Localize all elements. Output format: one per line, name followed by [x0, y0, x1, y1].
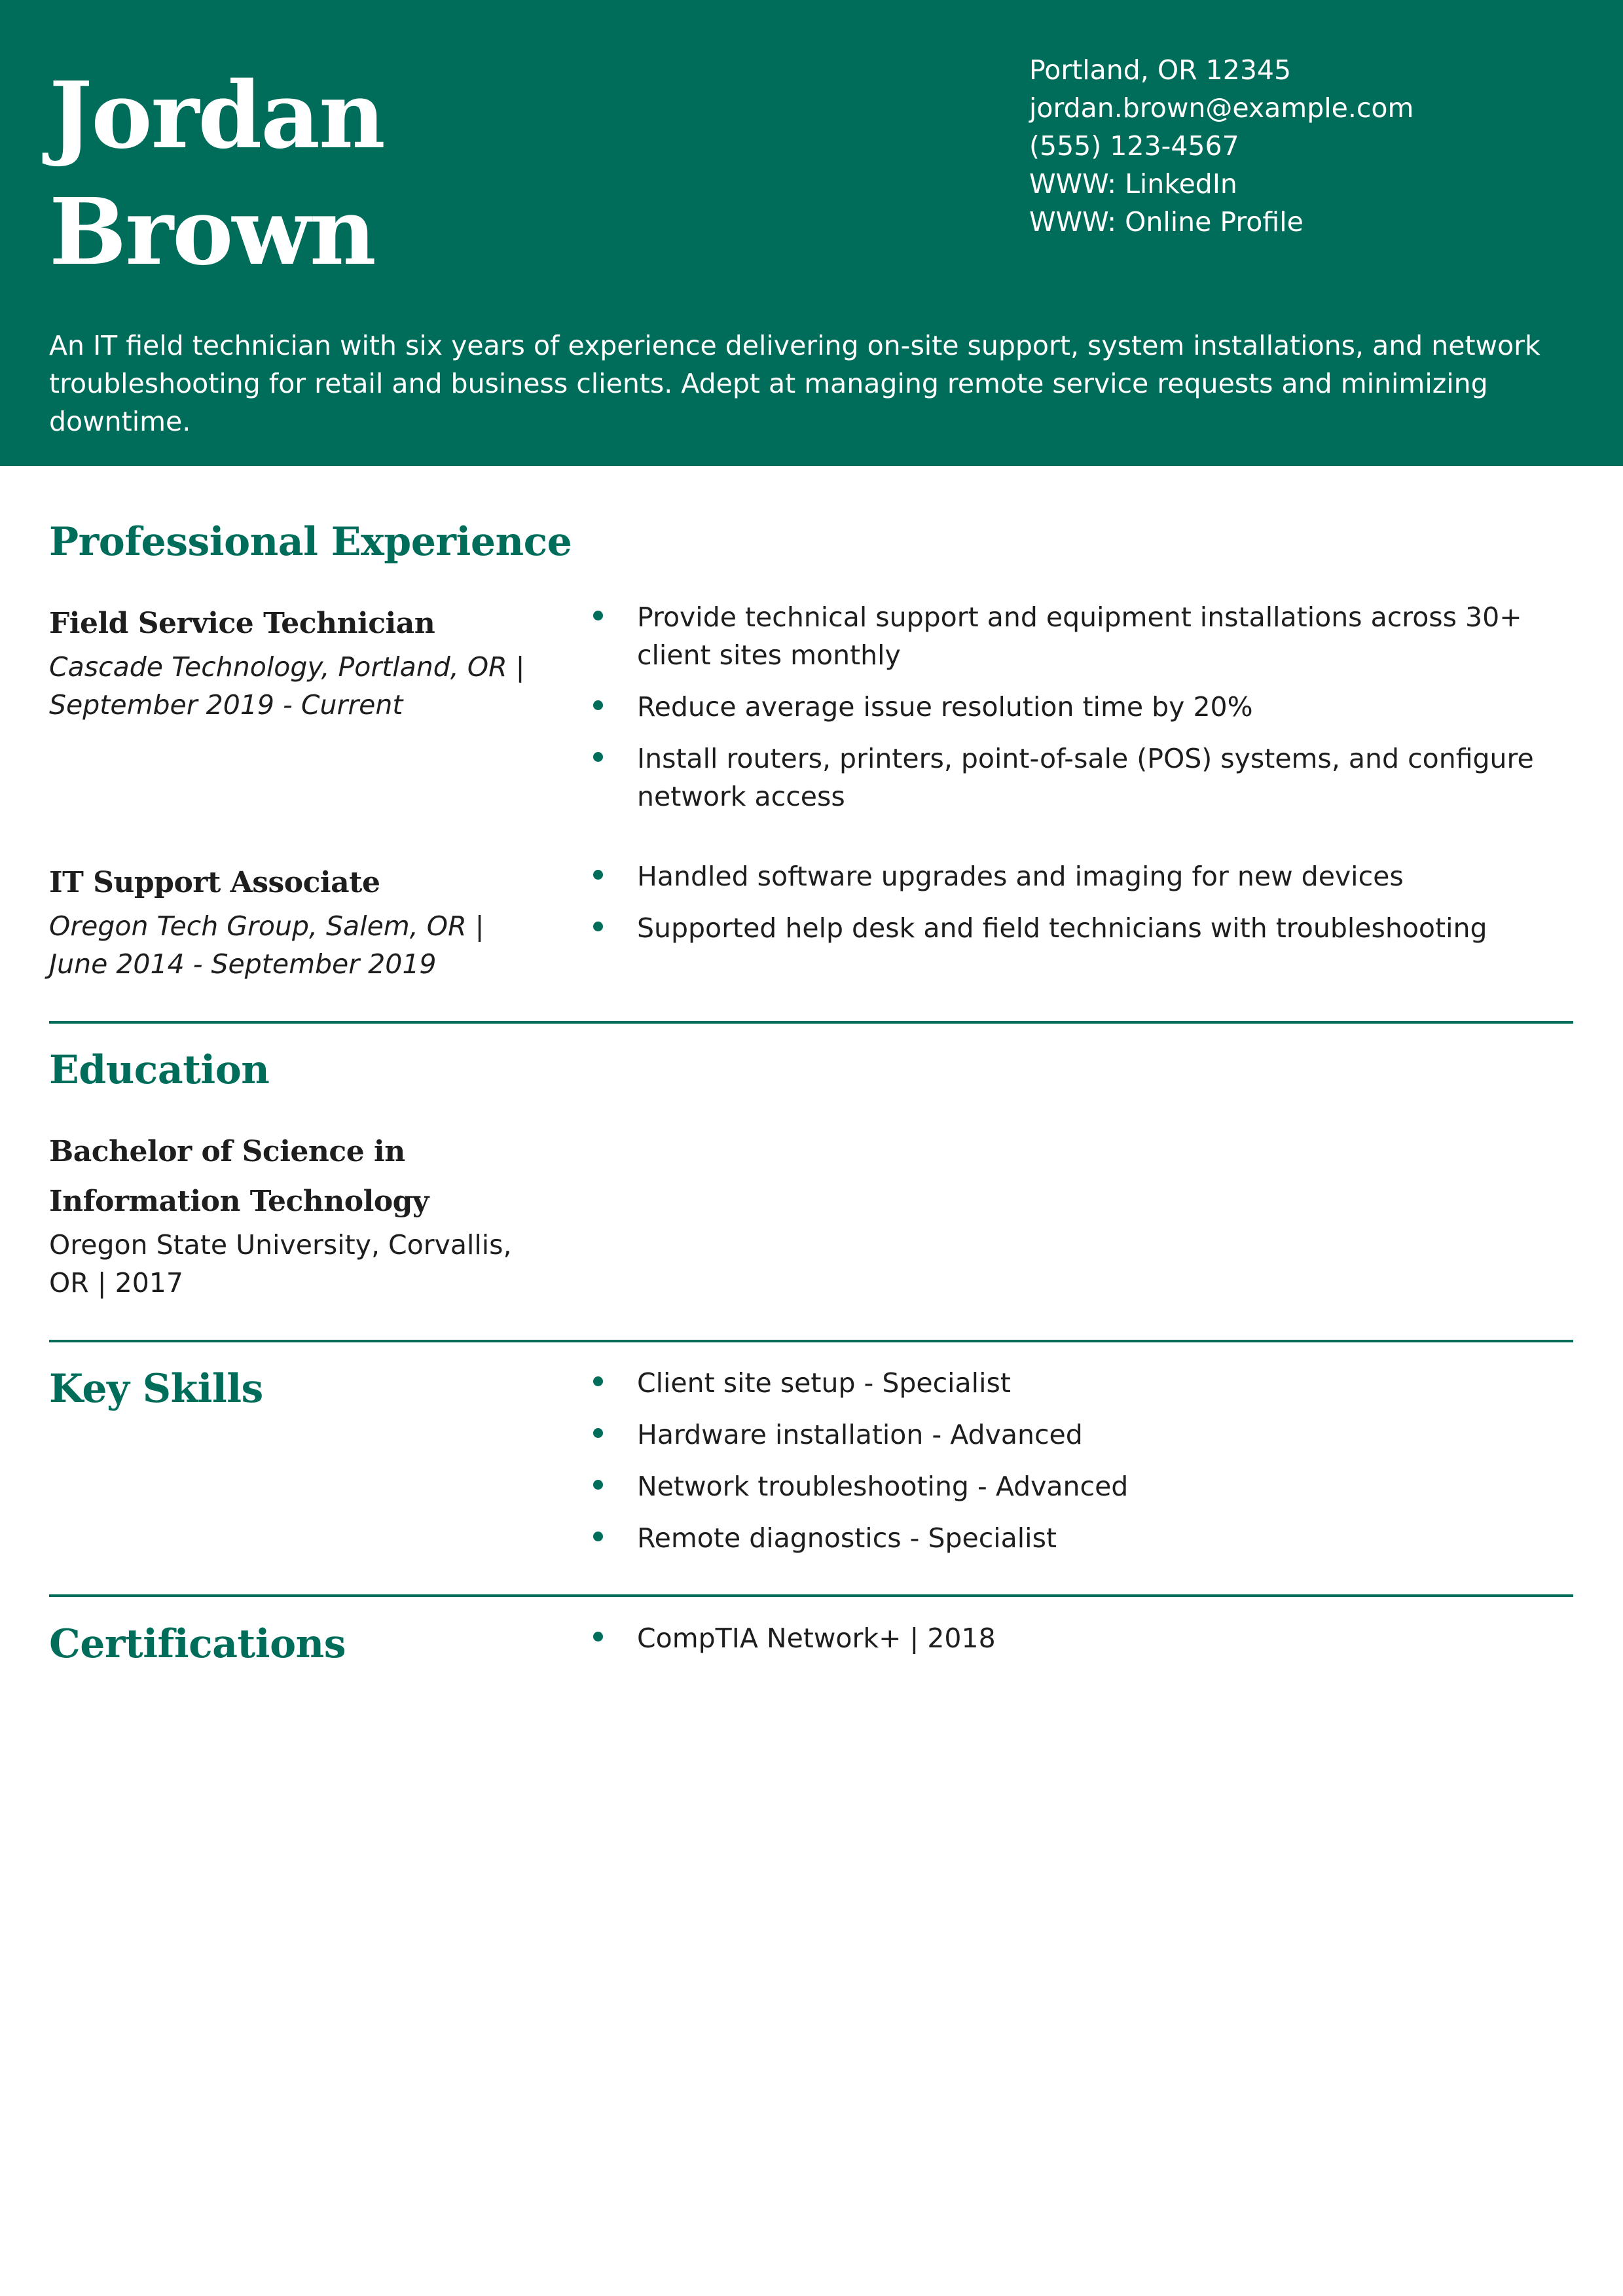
contact-email[interactable]: jordan.brown@example.com: [1029, 92, 1414, 124]
list-item: Reduce average issue resolution time by 20%: [591, 688, 1580, 726]
job-title: IT Support Associate: [49, 866, 380, 899]
job-dates: September 2019 - Current: [49, 689, 403, 721]
list-item: Network troubleshooting - Advanced: [591, 1467, 1580, 1505]
last-name: Brown: [49, 179, 375, 286]
list-item: Remote diagnostics - Specialist: [591, 1519, 1580, 1557]
contact-linkedin-link[interactable]: WWW: LinkedIn: [1029, 168, 1237, 200]
section-title-experience: Professional Experience: [49, 519, 572, 565]
job-dates: June 2014 - September 2019: [49, 948, 437, 980]
list-item: Handled software upgrades and imaging for new devices: [591, 857, 1580, 895]
professional-summary: An IT field technician with six years of experience delivering on-site support, system installations, and network troubleshooting for retail and business clients. Adept at managing remote service requests and minimizing downtime.: [49, 330, 1541, 437]
certifications-list: [591, 1619, 1580, 1671]
list-item: Supported help desk and field technicians with troubleshooting: [591, 909, 1580, 947]
list-item: CompTIA Network+ | 2018: [591, 1619, 1580, 1657]
section-divider: [49, 1021, 1573, 1024]
job-meta: [49, 648, 560, 724]
section-title-education: Education: [49, 1047, 270, 1093]
contact-phone: (555) 123-4567: [1029, 130, 1239, 162]
first-name: Jordan: [49, 62, 384, 170]
section-title-certifications: Certifications: [49, 1621, 346, 1667]
job-bullets: [591, 857, 1580, 961]
job-meta: [49, 907, 560, 983]
job-location: , Salem, OR |: [308, 910, 484, 942]
contact-profile-link[interactable]: WWW: Online Profile: [1029, 206, 1304, 238]
section-divider: [49, 1594, 1573, 1597]
school-location-year: OR | 2017: [49, 1267, 183, 1299]
degree-line-1: Bachelor of Science in: [49, 1135, 405, 1168]
list-item: Client site setup - Specialist: [591, 1364, 1580, 1402]
job-company: Oregon Tech Group: [49, 910, 309, 942]
skills-list: [591, 1364, 1580, 1571]
list-item: Provide technical support and equipment installations across 30+ client sites monthly: [591, 598, 1580, 674]
resume-header: [0, 0, 1623, 466]
job-title: Field Service Technician: [49, 607, 435, 640]
list-item: Install routers, printers, point-of-sale (POS) systems, and configure network access: [591, 740, 1580, 816]
list-item: Hardware installation - Advanced: [591, 1416, 1580, 1454]
contact-location: Portland, OR 12345: [1029, 54, 1292, 86]
school-meta: [49, 1226, 560, 1302]
candidate-name: [49, 58, 384, 291]
job-location: , Portland, OR |: [321, 651, 525, 683]
section-divider: [49, 1340, 1573, 1342]
job-company: Cascade Technology: [49, 651, 321, 683]
job-bullets: [591, 598, 1580, 829]
school-name: Oregon State University, Corvallis,: [49, 1229, 512, 1261]
contact-block: [1029, 51, 1413, 241]
degree-line-2: Information Technology: [49, 1185, 429, 1218]
section-title-skills: Key Skills: [49, 1366, 263, 1412]
